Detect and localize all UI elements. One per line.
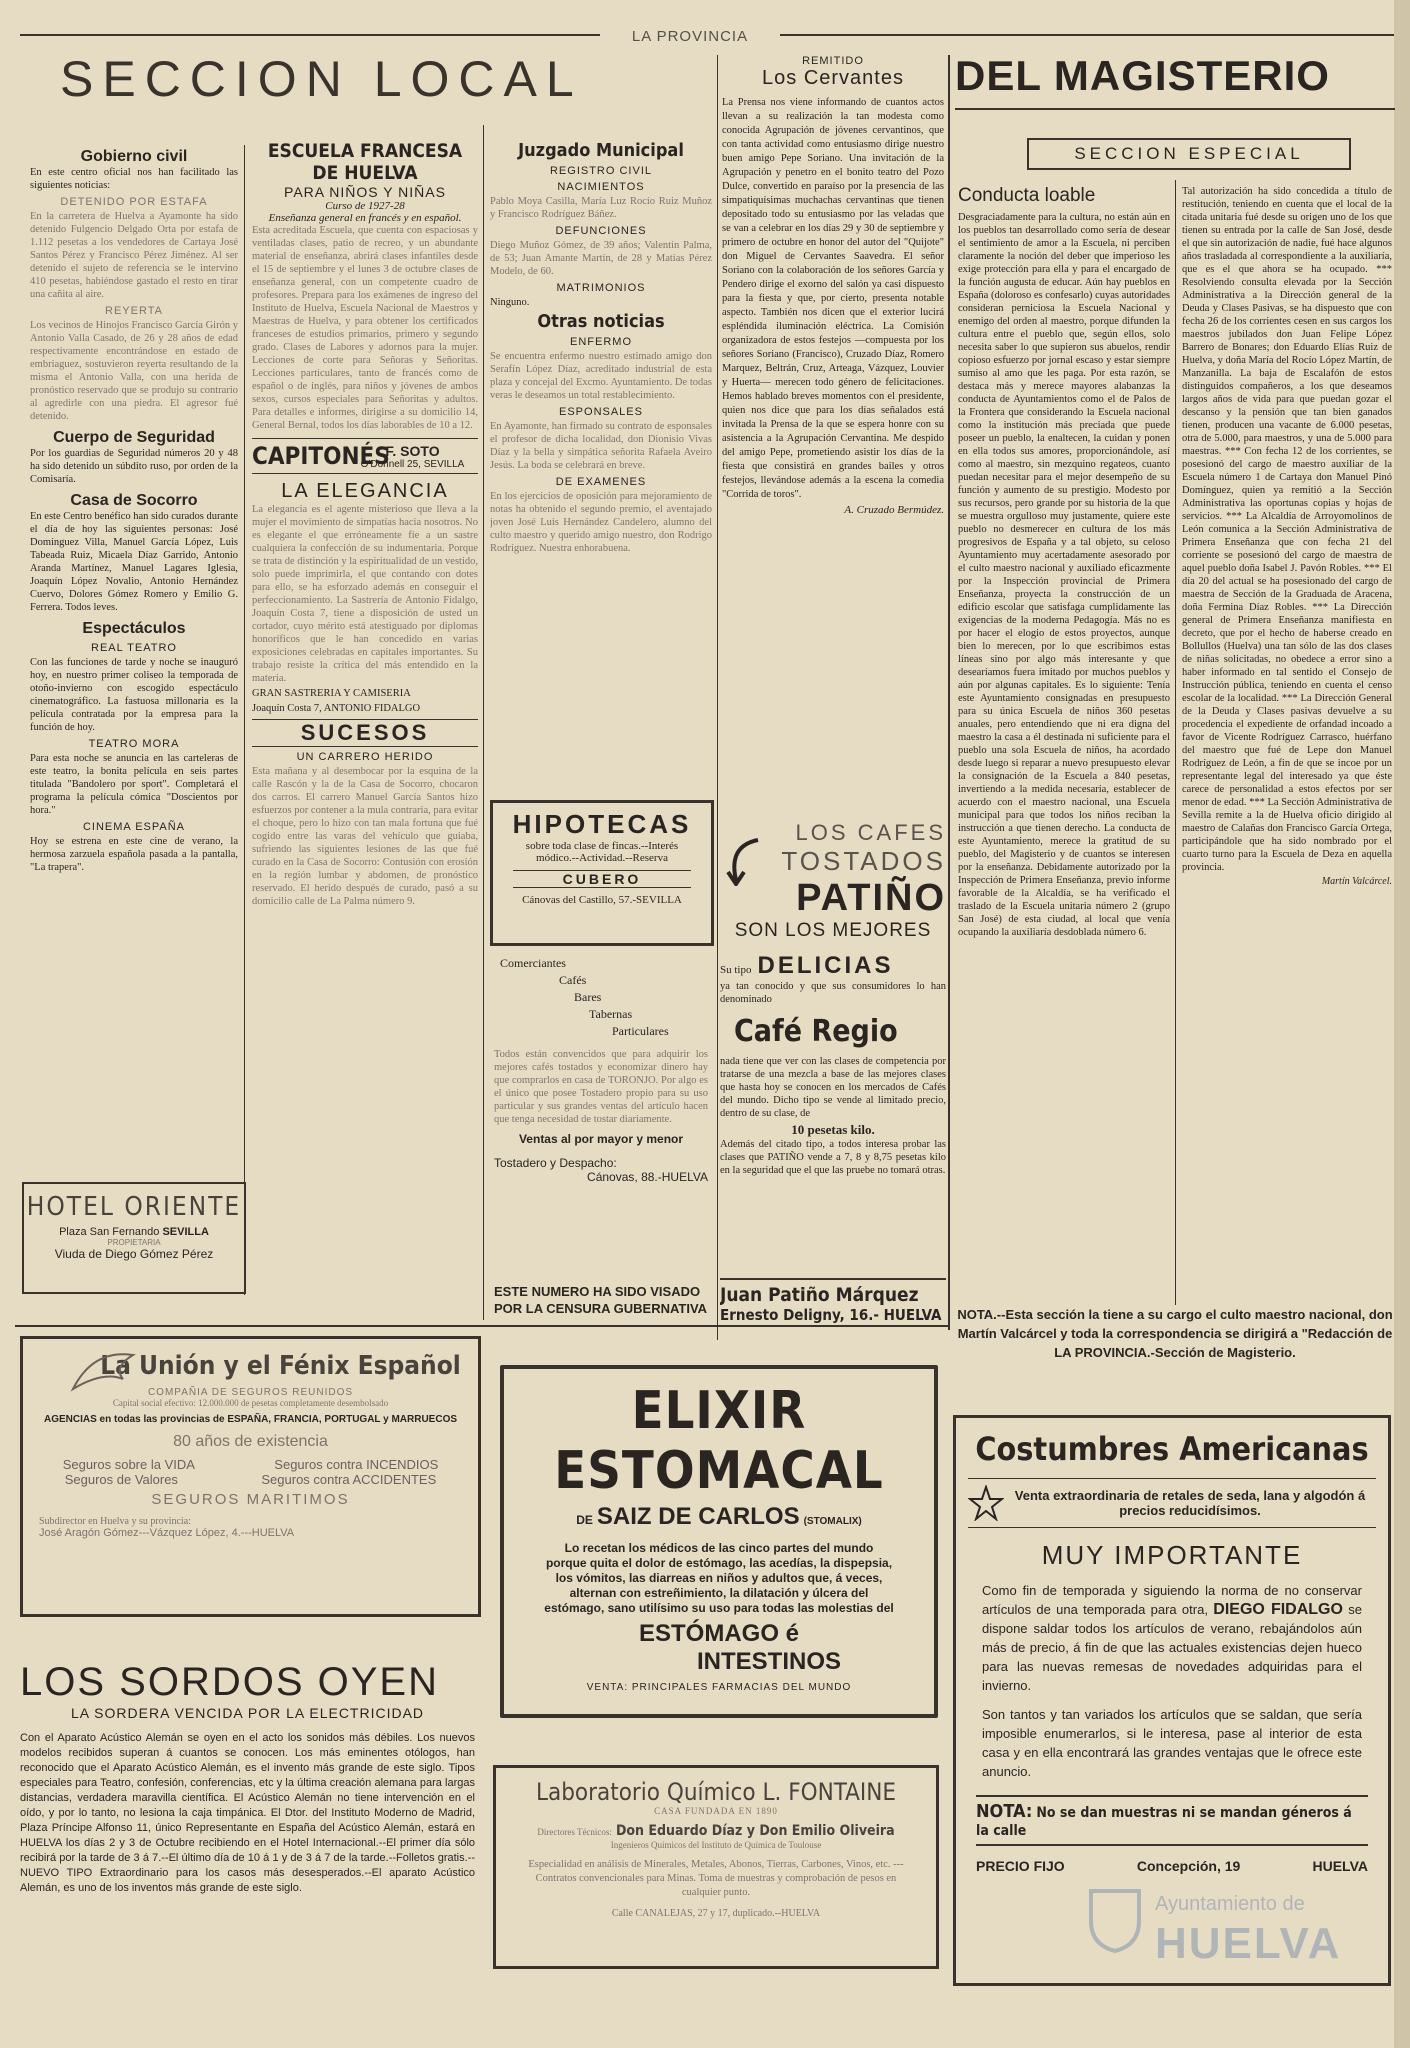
sordos-title: LOS SORDOS OYEN bbox=[20, 1660, 439, 1704]
hipotecas-address: Cánovas del Castillo, 57.-SEVILLA bbox=[522, 894, 682, 906]
comerciantes-item: Tabernas bbox=[589, 1007, 633, 1021]
elixir-tag: (STOMALIX) bbox=[803, 1516, 862, 1527]
teatro-mora: TEATRO MORA bbox=[88, 738, 180, 750]
union-s4: Seguros contra ACCIDENTES bbox=[261, 1472, 437, 1487]
socorro-title: Casa de Socorro bbox=[70, 492, 198, 509]
elegancia-body: La elegancia es el agente misterioso que lleva a la mujer el movimiento de simpatías hacia nosotros. No es elegante el que erróneamente fíe a un sastre cualquiera la confección de su indumentaria. Porque se trata de distinción y la espiritualidad de un vestido, solo puede imprimirla, el que contando con dotes para ello, se ha esforzado además en conseguir el perfeccionamiento. La Sastrería de Antonio Fidalgo, Joaquín Costa 7, tiene a disposición de usted un cortador, cuyo mérito está atestiguado por diplomas honoríficos que le han concedido en varias exposiciones celebradas en capitales importantes. Su trabajo resiste la crítica del más entendido en la materia. bbox=[252, 504, 478, 684]
gobierno-title: Gobierno civil bbox=[80, 148, 188, 165]
real-teatro-body: Con las funciones de tarde y noche se inauguró hoy, en nuestro primer coliseo la temporada de otoño-invierno con escogido espectáculo cinematográfico. La fastuosa millonaria es la película contratada por la empresa para la función de hoy. bbox=[30, 657, 238, 733]
registro-civil: REGISTRO CIVIL bbox=[549, 165, 653, 177]
comerciantes-ad bbox=[494, 955, 708, 1275]
hotel-prop: PROPIETARIA bbox=[107, 1238, 161, 1247]
sordos-ad bbox=[20, 1660, 475, 1965]
patino-name: PATIÑO bbox=[796, 877, 946, 919]
laboratorio-dirs-sub: Ingenieros Químicos del Instituto de Química de Toulouse bbox=[610, 1840, 822, 1850]
masthead: LA PROVINCIA bbox=[600, 28, 780, 45]
sucesos-body: Esta mañana y al desembocar por la esquina de la calle Rascón y la de la Casa de Socorro, chocaron dos carros. El carrero Manuel García Santos hizo esfuerzos por contener a la mula contraria, para evitar el choque, pero lo hizo con tan mala fortuna que fué cogido entre las varas del vehículo que guiaba, sufriendo las siguientes lesiones de las que fué curado en la Casa de Socorro: Contusión con erosión en la región lumbar y abdomen, de pronóstico reservado. El herido después de curado, pasó a su domicilio calle de La Palma número 9. bbox=[252, 766, 478, 907]
elixir-intestinos: INTESTINOS bbox=[696, 1648, 841, 1675]
column-1 bbox=[30, 148, 238, 1173]
patino-delicias: DELICIAS bbox=[757, 952, 894, 979]
escuela-title: ESCUELA FRANCESA DE HUELVA bbox=[267, 140, 463, 184]
elixir-de: DE bbox=[576, 1513, 593, 1527]
costumbres-nota: NOTA: bbox=[976, 1801, 1033, 1822]
hipotecas-line1: sobre toda clase de fincas.--Interés bbox=[525, 840, 679, 852]
comerciantes-item: Comerciantes bbox=[500, 956, 566, 970]
real-teatro: REAL TEATRO bbox=[91, 642, 177, 654]
laboratorio-dir-label: Directores Técnicos: bbox=[537, 1827, 612, 1837]
patino-ad bbox=[720, 820, 946, 1338]
cinema-espana: CINEMA ESPAÑA bbox=[82, 821, 186, 833]
patino-son: SON LOS MEJORES bbox=[734, 920, 932, 941]
remitido-body: La Prensa nos viene informando de cuantos actos llevan a su realización la tan modesta como conocida Agrupación de jóvenes cervantinos, que con tanta actividad como entusiasmo dirige nuestro buen amigo Pepe Soriano. Una invitación de la Agrupación y penetro en el bonito teatro del Pozo Dulce, convertido en paraíso por la presencia de las simpatiquísimas muchachas cervantinas que tienen depositado todo su entusiasmo por las veladas que se van a celebrar en los días 29 y 30 de septiembre y primero de octubre en honor del autor del "Quijote" don Miguel de Cervantes Saavedra. El señor Soriano con la colaboración de los señores García y Pendero dirige el exorno del salón ya casi dispuesto para la fiesta y que, por cierto, presenta notable aspecto. También nos dicen que el exterior lucirá espléndida iluminación eléctrica. La Comisión organizadora de estos festejos —compuesta por los señores Soriano (Francisco), Cruzado Díaz, Romero Marquez, Beltrán, Cruz, Arteaga, Vázquez, Louvier y Huerta— merecen todo género de felicitaciones. Hemos hablado breves momentos con el presidente, quien nos dice que para los días señalados está invitada la Prensa de la que se espera honre con su asistencia a la Agrupación Cervantina. Me despido del amigo Pepe, prometiendo asistir los días de la fiesta que consistirá en grandes bailes y otros festejos, llevándose además a la escena la comedia "Corrida de toros". bbox=[722, 97, 944, 500]
remitido-title: Los Cervantes bbox=[762, 67, 904, 89]
costumbres-precio: PRECIO FIJO bbox=[976, 1858, 1065, 1874]
costumbres-addr: Concepción, 19 bbox=[1136, 1858, 1241, 1874]
defunciones-body: Diego Muñoz Gómez, de 39 años; Valentín Palma, de 53; Juan Amante Martín, de 28 y Matías Pérez Modelo, de 60. bbox=[490, 240, 712, 277]
patino-owner: Juan Patiño Márquez bbox=[720, 1284, 919, 1306]
hipotecas-line2: módico.--Actividad.--Reserva bbox=[536, 852, 668, 864]
otras-noticias-title: Otras noticias bbox=[537, 311, 665, 332]
patino-extra: Además del citado tipo, a todos interesa probar las clases que PATIÑO vende a 7, 8 y 8,75 pesetas kilo en la seguridad que el que las pruebe no tomará otras. bbox=[720, 1139, 946, 1176]
star-icon bbox=[968, 1485, 1004, 1521]
seguridad-body: Por los guardias de Seguridad números 20 y 48 ha sido detenido un súbdito ruso, por orden de la Comisaría. bbox=[30, 448, 238, 485]
socorro-body: En este Centro benéfico han sido curados durante el día de hoy las siguientes personas: José Domínguez Villa, Manuel García López, Luis Tabeada Ruiz, Micaela Díaz Garrido, Antonio Aranda Martínez, Manuel Lagares Iglesia, Joaquín López Novalio, Antonio Hernández Cuervo, Dolores Gómez Romero y Emilio G. Ferrera. Todos leves. bbox=[30, 511, 238, 613]
sordos-sub: LA SORDERA VENCIDA POR LA ELECTRICIDAD bbox=[70, 1705, 425, 1721]
matrimonios: MATRIMONIOS bbox=[556, 282, 646, 294]
hipotecas-name: CUBERO bbox=[513, 870, 691, 888]
magisterio-body: Desgraciadamente para la cultura, no están aún en los pueblos tan desarrollado como sería de desear el sentimiento de amor a la Escuela, ni perciben claramente la noción del deber que imperioso les exige protección para ella y para el encargado de la función augusta de educar. Aún hay pueblos en España (doloroso es confesarlo) cuyas autoridades consideran perniciosa la Escuela Nacional y enemigo del orden al maestro, porque difunden la cultura entre el pueblo que, según ellos, solo necesita saber lo que supieron sus abuelos, rendir copioso esfuerzo por jornal escaso y estar siempre sumiso al amo que les paga. Por esta razón, se destaca más y merece mayores alabanzas la conducta de Ayuntamientos como el de Palos de la Frontera que considerando la Escuela nacional como la institución más preciada que puede poseer un pueblo, la enaltecen, la cuidan y ponen en ella todos sus amores, proporcionándole, así como al maestro, sin mezquino regateos, cuanto puedan necesitar para el mejor desempeño de su función y aumento de su prestigio. Modesto por sus recursos, pero grande por su historia de la que se muestra orgulloso muy justamente, quiere este pueblo no desmerecer en cultura de los más progresivos de España y a tal objeto, su celoso Ayuntamiento muy acertadamente asesorado por el culto maestro nacional y auxiliado eficazmente por la Inspección provincial de Primera Enseñanza, proyecta la construcción de un edificio escolar que satisfaga cumplidamente las exigencias de la moderna Pedagogía. Más no es por hacer el elogio de estos proyectos, aunque bien lo merecen, por lo que escribimos estas líneas sino por algo más interesante y que desearíamos fuera imitado por muchos pueblos y aún por algunas capitales. Es lo siguiente: Tenía este Ayuntamiento consignadas en presupuesto para su única Escuela de niños 360 pesetas anuales, pero entendiendo que ni era digna del maestro la casa a él destinada ni suficiente para el pueblo una sola Escuela de niños, ha acordado desde luego si reparar a nuevo presupuesto elevar la consignación de la Escuela a 840 pesetas, invertiendo a la medida necesaria, establecer de acuerdo con el maestro nacional, una Escuela municipal para que todos los niños reciban la instrucción a que tienen derecho. La conducta de este Ayuntamiento, merece la gratitud de su pueblo, del Magisterio y de cuantos se interesen por la enseñanza. Debidamente autorizado por la Inspección de Primera Enseñanza, previo informe favorable de la Alcaldía, se ha verificado el traslado de la Escuela unitaria número 2 (grupo San José) de esta ciudad, al local que venía ocupando la auxiliaría desdoblada número 6. bbox=[958, 212, 1170, 938]
teatro-mora-body: Para esta noche se anuncia en las carteleras de este teatro, la bonita película en seis partes titulada "Bandolero por sport". Completará el programa la película cómica "Doscientos por hora." bbox=[30, 753, 238, 816]
laboratorio-dirs: Don Eduardo Díaz y Don Emilio Oliveira bbox=[615, 1823, 895, 1839]
union-s5: SEGUROS MARITIMOS bbox=[151, 1491, 350, 1508]
gobierno-body: En la carretera de Huelva a Ayamonte ha sido detenido Fulgencio Delgado Orta por estafa de 1.112 pesetas a los vendedores de Cartaya José Santos Pérez y Francisco Pérez Jiménez. Al ser detenido el sujeto de referencia se le intervino 410 pesetas, habiéndose gastado el resto en tirar una cañita al aire. bbox=[30, 211, 238, 300]
magisterio-col-right bbox=[1182, 185, 1392, 1300]
examenes-body: En los ejercicios de oposición para mejoramiento de notas ha obtenido el segundo premio, el aventajado joven José Luis Hernández Candelero, alumno del culto maestro y querido amigo nuestro, don Rodrigo Rodríguez. Nuestra enhorabuena. bbox=[490, 491, 712, 554]
magisterio-sign: Martín Valcárcel. bbox=[1321, 876, 1392, 887]
censura-notice: ESTE NUMERO HA SIDO VISADO POR LA CENSURA GUBERNATIVA bbox=[494, 1284, 708, 1316]
gobierno-sub: DETENIDO POR ESTAFA bbox=[60, 196, 208, 208]
matrimonios-body: Ninguno. bbox=[490, 297, 530, 308]
costumbres-city: HUELVA bbox=[1312, 1858, 1368, 1874]
elixir-ad bbox=[500, 1365, 938, 1718]
costumbres-body3: Son tantos y tan variados los artículos que se saldan, que sería imposible enumerarlos, si le interesa, pase al interior de esta casa y en ella encontrará las grandes ventajas que le ofrece este anuncio. bbox=[982, 1707, 1362, 1779]
nacimientos-body: Pablo Moya Casilla, María Luz Rocío Ruiz Muñoz y Francisco Rodríguez Báñez. bbox=[490, 196, 712, 220]
magisterio-col-left bbox=[958, 185, 1170, 1300]
column-4 bbox=[722, 55, 944, 825]
espectaculos-title: Espectáculos bbox=[82, 620, 186, 637]
escuela-course: Curso de 1927-28 bbox=[325, 200, 405, 212]
costumbres-body2: se dispone saldar todos los artículos de verano, rebajándolos aún más de precio, á fin de que las actuales existencias dejen hueco para las nuevas remesas de novedades adquiridas para el invierno. bbox=[982, 1602, 1362, 1693]
capitones-title: CAPITONÉS bbox=[252, 442, 390, 470]
seguridad-title: Cuerpo de Seguridad bbox=[53, 429, 215, 446]
conducta-title: Conducta loable bbox=[958, 185, 1096, 206]
hipotecas-ad bbox=[490, 800, 714, 946]
escuela-teaching: Enseñanza general en francés y en español. bbox=[268, 212, 462, 224]
costumbres-body1: Como fin de temporada y siguiendo la norma de no conservar artículos de una temporada para otra, bbox=[982, 1583, 1362, 1617]
costumbres-fidalgo: DIEGO FIDALGO bbox=[1213, 1601, 1343, 1618]
watermark-big: HUELVA bbox=[1155, 1919, 1342, 1968]
union-s1: Seguros sobre la VIDA bbox=[62, 1457, 195, 1472]
capitones-ad bbox=[252, 438, 478, 474]
sucesos-sub: UN CARRERO HERIDO bbox=[296, 751, 434, 763]
sucesos-title: SUCESOS bbox=[252, 719, 478, 747]
gobierno-intro: En este centro oficial nos han facilitado las siguientes noticias: bbox=[30, 167, 238, 191]
defunciones: DEFUNCIONES bbox=[555, 225, 647, 237]
comerciantes-body: Todos están convencidos que para adquirir los mejores cafés tostados y economizar dinero hay que comprarlos en casa de TORONJO. Por algo es el único que posee Tostadero propio para su uso particular y sus grandes ventas del artículo hacen que tenga necesidad de tostar diariamente. bbox=[494, 1049, 708, 1125]
magisterio-nota: NOTA.--Esta sección la tiene a su cargo el culto maestro nacional, don Martín Valcárcel y toda la correspondencia se dirigirá a "Redacción de LA PROVINCIA.-Sección de Magisterio. bbox=[957, 1307, 1393, 1360]
elegancia-title: LA ELEGANCIA bbox=[281, 480, 449, 502]
comerciantes-item: Particulares bbox=[612, 1024, 669, 1038]
hotel-oriente-ad bbox=[22, 1182, 246, 1294]
union-s2: Seguros contra INCENDIOS bbox=[274, 1457, 439, 1472]
comerciantes-list bbox=[494, 955, 708, 1040]
patino-address: Ernesto Deligny, 16.- HUELVA bbox=[720, 1306, 942, 1324]
sordos-body: Con el Aparato Acústico Alemán se oyen en el acto los sonidos más débiles. Los nuevos modelos recibidos superan á cuantos se conocen. Los más eminentes otólogos, han reconocido que el Aparato Acústico Alemán, es el invento más grande de este siglo. Tipos especiales para Teatro, confesión, conferencias, etc y la última creación alemana para largas distancias, verdadera maravilla científica. El Acústico Alemán no tiene intervención en el oído, y por lo tanto, no lesiona la caja timpánica. El Dtor. del Instituto Moderno de Madrid, Plaza Príncipe Alfonso 11, único Representante en España del Acústico Alemán, estará en HUELVA los días 2 y 3 de Octubre recibiendo en el Hotel Internacional.--El primer día sólo recibirá por la tarde de 3 á 7.--El último día de 10 á 1 y de 3 á 7 de la tarde.--Folletos gratis.--NUEVO TIPO Extraordinario para los casos más desesperados.--El aparato Acústico Alemán, es uno de los inventos más grande de este siglo. bbox=[20, 1732, 475, 1894]
section-local-title: SECCION LOCAL bbox=[60, 51, 583, 107]
column-2 bbox=[252, 140, 478, 1290]
patino-regio: Café Regio bbox=[734, 1014, 898, 1049]
comerciantes-tost: Tostadero y Despacho: bbox=[494, 1156, 617, 1170]
escuela-body: Esta acreditada Escuela, que cuenta con espaciosas y ventiladas clases, patio de recreo, y un abundante material de enseñanza, abrirá clases infantiles desde el 15 de septiembre y el lunes 3 de octubre clases de enseñanza general, con un competente cuadro de profesores. Prepara para los exámenes de ingreso del Instituto de Huelva, Escuela Nacional de Maestros y Maestras de Huelva, y para obtener los certificados franceses de estudios primarios, primero y segundo grado. Clases de Labores y adornos para la mujer. Lecciones de corte para Señoras y Señoritas. Lecciones particulares, tanto de francés como de español o de inglés, para niños y jóvenes de ambos sexos, cursos especiales para Señoritas y adultos. Para detalles e informes, dirigirse a su domicilio 14, General Bernal, todos los días laborables de 10 a 12. bbox=[252, 225, 478, 431]
escuela-sub: PARA NIÑOS Y NIÑAS bbox=[284, 184, 446, 200]
comerciantes-item: Bares bbox=[574, 990, 602, 1004]
union-sub-agent: Subdirector en Huelva y su provincia: bbox=[39, 1516, 191, 1527]
enfermo: ENFERMO bbox=[570, 336, 632, 348]
seccion-especial-box bbox=[1027, 138, 1351, 170]
union-agencias: AGENCIAS en todas las provincias de ESPAÑA, FRANCIA, PORTUGAL y MARRUECOS bbox=[43, 1414, 458, 1425]
gobierno-body2: Los vecinos de Hinojos Francisco García Girón y Antonio Valla Casado, de 26 y 28 años de edad respectivamente encontrándose en estado de embriaguez, sostuvieron reyerta resultando de la misma el Antonio Valla, con una herida de pronóstico reservado que se produjo su contrario al agredirle con una piedra. El agresor fué detenido. bbox=[30, 320, 238, 422]
elegancia-shop2: Joaquín Costa 7, ANTONIO FIDALGO bbox=[252, 703, 421, 714]
patino-su-tipo: Su tipo bbox=[720, 964, 752, 976]
cinema-espana-body: Hoy se estrena en este cine de verano, la hermosa zarzuela española pasada a la pantalla, "La trapera". bbox=[30, 836, 238, 873]
watermark bbox=[1085, 1875, 1385, 2025]
union-cap: Capital social efectivo: 12.000.000 de pesetas completamente desembolsado bbox=[112, 1398, 389, 1408]
union-title: La Unión y el Fénix Español bbox=[100, 1351, 461, 1381]
laboratorio-ad bbox=[493, 1765, 939, 1969]
seccion-especial: SECCION ESPECIAL bbox=[1074, 144, 1304, 163]
elegancia-shop: GRAN SASTRERIA Y CAMISERIA bbox=[252, 688, 411, 699]
magisterio-body-right: Tal autorización ha sido concedida a título de restitución, teniendo en cuenta que el local de la citada unitaria fué desde su origen uno de los que tienen su entrada por la calle de San José, desde el que sin autorización de nadie, fué hace algunos años trasladada al correspondiente a la auxiliaría, que es el que ahora se ha ocupado. *** Resolviendo consulta elevada por la Sección Administrativa a la Dirección general de la Deuda y Clases Pasivas, se ha dispuesto que con fecha 26 de los corrientes cesen en sus cargos los maestros jubilados don Juan Felipe López Barrero de Bonares; don Eduardo Elías Ruiz de Huelva, y doña María del Rocío López Martín, de Manzanilla. La baja de Escalafón de estos distinguidos compañeros, a los que deseamos largos años de vida para que puedan gozar el descanso y la pensión que tan bien ganados tienen, producen una vacante de 6.000 pesetas, otra de 5.000, para maestros, y una de 5.000 para maestras. *** Con fecha 12 de los corrientes, se posesionó del cargo de maestro auxiliar de la Escuela número 1 de Cartaya don Manuel Pinó Domínguez, quien ya remitió a la Sección Administrativa las oportunas copias y hojas de servicios. *** La Alcaldía de Arroyomolinos de León comunica a la Sección Administrativa de Primera Enseñanza que con fecha 21 del corriente se posesionó del cargo de maestra de aquel pueblo doña Isabel J. Pavón Robles. *** El día 20 del actual se ha posesionado del cargo de maestra de Sección de la Graduada de Aracena, doña Fermina Díaz Robles. *** La Dirección general de Primera Enseñanza manifiesta en decreto, que por el hecho de haberse creado en Bollullos (Huelva) una tan sólo de las dos clases de niñas solicitadas, no obedece a error sino a haber informado en tal sentido el Consejo de Instrucción pública, teniendo en cuenta el censo escolar de la localidad. *** La Dirección General de la Deuda y Clases pasivas devuelve a su procedencia el expediente de orfandad incoado a favor de Vicente Rodríguez Carrasco, huérfano del maestro que fué de Lepe don Manuel Rodríguez de León, a fin de que se incoe por un representante legal del interesado ya que éste carece de personalidad a estos efectos por ser menor de edad. *** La Sección Administrativa de Sevilla remite a la de Huelva oficio dirigido al maestro de Calañas don Francisco García Ortega, participándole que ha sido nombrado por el cuarto turno para la Escuela de Deza en aquella provincia. bbox=[1182, 186, 1392, 873]
patino-price: 10 pesetas kilo. bbox=[791, 1122, 875, 1137]
patino-tostados: TOSTADOS bbox=[781, 846, 946, 876]
comerciantes-addr: Cánovas, 88.-HUELVA bbox=[587, 1170, 708, 1184]
juzgado-title: Juzgado Municipal bbox=[518, 140, 684, 161]
patino-delicias-body: ya tan conocido y que sus consumidores lo han denominado bbox=[720, 981, 946, 1005]
union-sub: COMPAÑIA DE SEGUROS REUNIDOS bbox=[147, 1387, 354, 1398]
elixir-venta: VENTA: PRINCIPALES FARMACIAS DEL MUNDO bbox=[586, 1682, 852, 1693]
patino-regio-body: nada tiene que ver con las clases de competencia por tratarse de una mezcla a base de las mejores clases que hasta hoy se conocen en los mercados de Cafés del mundo. Dicho tipo se vende al limitado precio, dentro de su clase, de bbox=[720, 1056, 946, 1119]
union-years: 80 años de existencia bbox=[173, 1433, 328, 1450]
elixir-estomago: ESTÓMAGO é bbox=[638, 1620, 800, 1647]
col-rule-3 bbox=[717, 55, 718, 1340]
union-agent: José Aragón Gómez---Vázquez López, 4.---HUELVA bbox=[39, 1527, 295, 1539]
elixir-body: Lo recetan los médicos de las cinco partes del mundo porque quita el dolor de estómago, las acedías, la dispepsia, los vómitos, las diarreas en niños y adultos que, á veces, alternan con estreñimiento, la dilatación y úlcera del estómago, sano utilísimo su uso para todas las molestias del bbox=[544, 1541, 894, 1615]
phoenix-icon bbox=[63, 1349, 143, 1397]
elixir-title: ELIXIR ESTOMACAL bbox=[554, 1381, 884, 1501]
remitido-sign: A. Cruzado Bermúdez. bbox=[844, 504, 944, 516]
capitones-address: O'Donnell 25, SEVILLA bbox=[360, 458, 465, 470]
laboratorio-address: Calle CANALEJAS, 27 y 17, duplicado.--HUELVA bbox=[611, 1908, 821, 1919]
costumbres-title: Costumbres Americanas bbox=[975, 1430, 1369, 1468]
crest-icon bbox=[1085, 1885, 1145, 1955]
remitido-label: REMITIDO bbox=[802, 55, 864, 67]
comerciantes-ventas: Ventas al por mayor y menor bbox=[518, 1132, 684, 1146]
hotel-name: HOTEL ORIENTE bbox=[26, 1192, 242, 1222]
col-rule-1 bbox=[244, 145, 245, 1295]
col-rule-2 bbox=[483, 125, 484, 1320]
hotel-owner: Viuda de Diego Gómez Pérez bbox=[54, 1247, 214, 1261]
lower-rule bbox=[15, 1325, 950, 1327]
esponsales-body: En Ayamonte, han firmado su contrato de esponsales el profesor de dicha localidad, don Dionisio Vivas Díaz y la bella y simpática señorita Rafaela Aveiro Jesús. La boda se celebrará en breve. bbox=[490, 421, 712, 471]
comerciantes-item: Cafés bbox=[559, 973, 587, 987]
watermark-small: Ayuntamiento de bbox=[1155, 1893, 1305, 1915]
examenes: DE EXAMENES bbox=[555, 476, 647, 488]
hotel-city: SEVILLA bbox=[162, 1226, 209, 1238]
nacimientos: NACIMIENTOS bbox=[557, 181, 645, 193]
union-s3: Seguros de Valores bbox=[64, 1472, 178, 1487]
magisterio-title: DEL MAGISTERIO bbox=[955, 52, 1330, 99]
hipotecas-title: HIPOTECAS bbox=[512, 809, 692, 839]
col-rule-4 bbox=[948, 55, 950, 1330]
curved-arrow-icon bbox=[724, 836, 764, 886]
enfermo-body: Se encuentra enfermo nuestro estimado amigo don Serafín López Díaz, acreditado industrial de esta plaza y concejal del Excmo. Ayuntamiento. De todas veras le deseamos un total restablecimiento. bbox=[490, 351, 712, 401]
esponsales: ESPONSALES bbox=[559, 406, 643, 418]
laboratorio-founded: CASA FUNDADA EN 1890 bbox=[654, 1806, 778, 1816]
patino-los: LOS CAFES bbox=[795, 820, 946, 845]
column-3 bbox=[490, 140, 712, 780]
laboratorio-title: Laboratorio Químico L. FONTAINE bbox=[535, 1778, 897, 1806]
costumbres-nota-body: No se dan muestras ni se mandan géneros á la calle bbox=[976, 1805, 1352, 1839]
capitones-owner: F. SOTO bbox=[385, 442, 440, 459]
costumbres-muy: MUY IMPORTANTE bbox=[1041, 1540, 1303, 1570]
hotel-address: Plaza San Fernando bbox=[59, 1226, 160, 1238]
magisterio-rule bbox=[955, 108, 1395, 110]
costumbres-venta: Venta extraordinaria de retales de seda, lana y algodón á precios reducidísimos. bbox=[1014, 1488, 1366, 1518]
col-rule-5 bbox=[1175, 180, 1176, 1305]
gobierno-sub2: REYERTA bbox=[105, 305, 163, 317]
page-edge bbox=[1394, 0, 1410, 2048]
union-fenix-ad bbox=[20, 1336, 481, 1617]
elixir-name: SAIZ DE CARLOS bbox=[596, 1503, 800, 1530]
laboratorio-body: Especialidad en análisis de Minerales, Metales, Abonos, Tierras, Carbones, Vinos, etc. --- Contratos convencionales para Minas. Toma de muestras y comprobación de pesos en cualquier punto. bbox=[528, 1859, 904, 1898]
